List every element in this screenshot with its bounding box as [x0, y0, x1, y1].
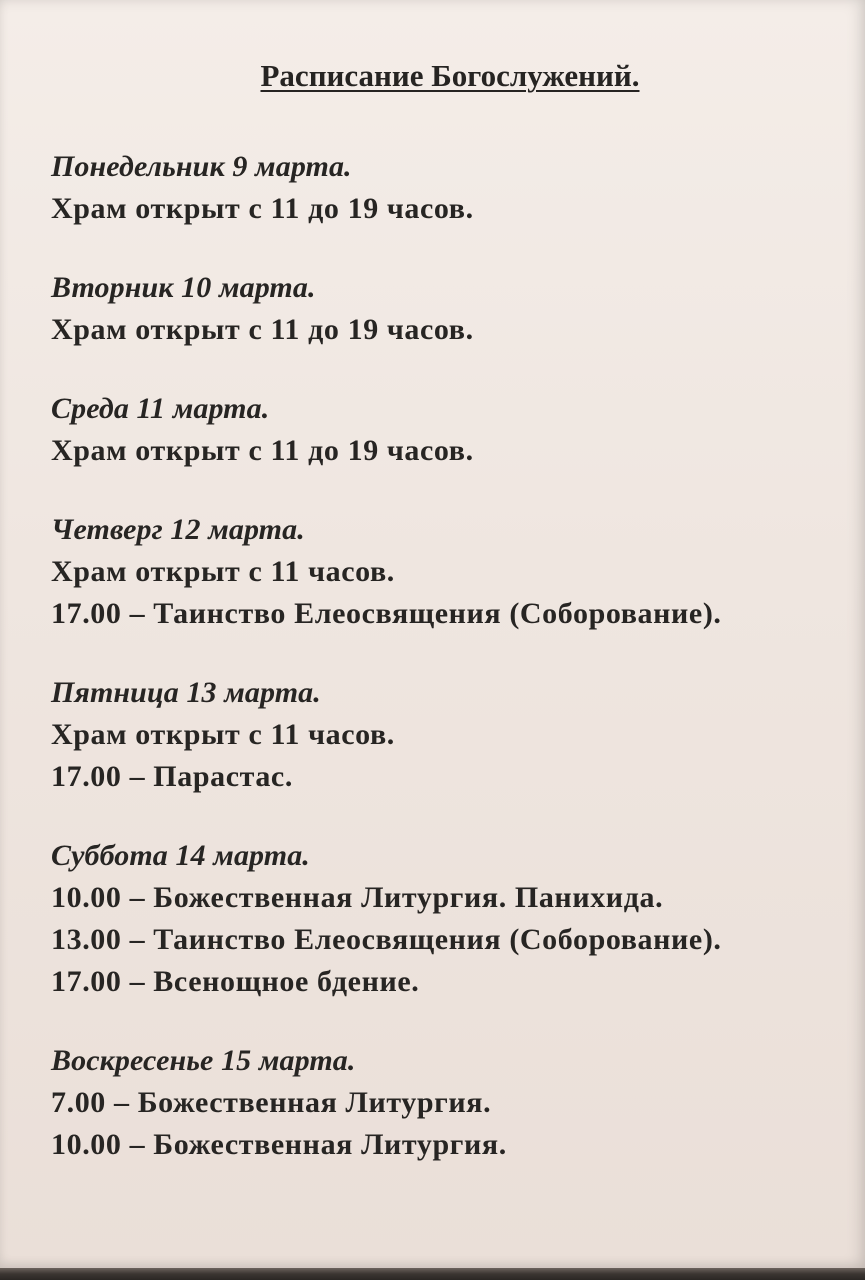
day-block-sunday [51, 1040, 857, 1166]
day-block-tuesday [51, 267, 857, 351]
schedule-line: Храм открыт с 11 до 19 часов. [51, 434, 474, 467]
schedule-line: Храм открыт с 11 до 19 часов. [51, 313, 474, 346]
day-heading: Среда 11 марта. [51, 392, 270, 425]
schedule-line: Храм открыт с 11 до 19 часов. [51, 192, 474, 225]
day-block-wednesday [51, 388, 857, 472]
day-block-monday [51, 146, 857, 230]
day-block-friday [51, 672, 857, 798]
table-surface [0, 1268, 865, 1280]
schedule-line: 17.00 – Всенощное бдение. [51, 965, 420, 998]
day-heading: Воскресенье 15 марта. [51, 1044, 356, 1077]
schedule-line: 10.00 – Божественная Литургия. [51, 1128, 507, 1161]
day-heading: Понедельник 9 марта. [51, 150, 352, 183]
day-heading: Суббота 14 марта. [51, 839, 310, 872]
schedule [51, 146, 857, 1203]
day-heading: Пятница 13 марта. [51, 676, 321, 709]
day-block-saturday [51, 835, 857, 1003]
schedule-line: Храм открыт с 11 часов. [51, 555, 395, 588]
schedule-line: Храм открыт с 11 часов. [51, 718, 395, 751]
schedule-line: 13.00 – Таинство Елеосвящения (Соборование). [51, 923, 722, 956]
day-heading: Вторник 10 марта. [51, 271, 316, 304]
schedule-line: 10.00 – Божественная Литургия. Панихида. [51, 881, 664, 914]
day-heading: Четверг 12 марта. [51, 513, 305, 546]
schedule-line: 7.00 – Божественная Литургия. [51, 1086, 492, 1119]
schedule-line: 17.00 – Парастас. [51, 760, 293, 793]
page-title: Расписание Богослужений. [260, 58, 640, 93]
schedule-line: 17.00 – Таинство Елеосвящения (Соборование). [51, 597, 722, 630]
day-block-thursday [51, 509, 857, 635]
